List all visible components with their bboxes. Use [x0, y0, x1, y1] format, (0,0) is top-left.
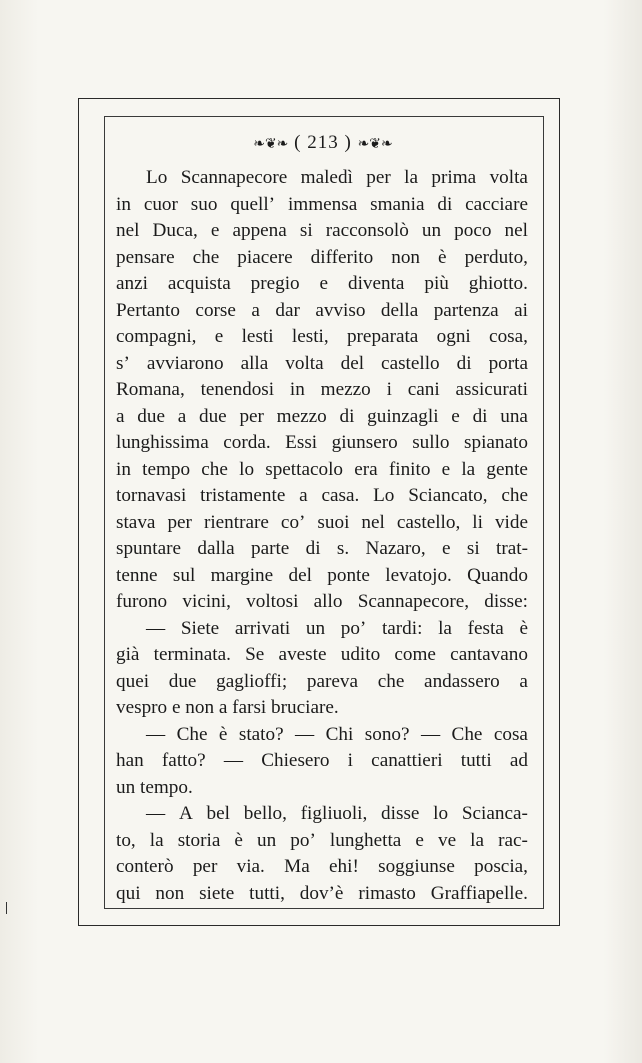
text-line: vespro e non a farsi bruciare.	[116, 697, 339, 718]
text-line: stava per rientrare co’ suoi nel castello, li vide	[116, 511, 528, 533]
text-line: un tempo.	[116, 776, 193, 798]
text-line: nel Duca, e appena si racconsolò un poco nel	[116, 220, 528, 241]
text-line: tenne sul margine del ponte levatojo. Quando	[116, 564, 528, 586]
text-line: s’ avviarono alla volta del castello di porta	[116, 352, 528, 374]
text-line: a due a due per mezzo di guinzagli e di una	[116, 405, 528, 427]
text-line: Romana, tenendosi in mezzo i cani assicurati	[116, 379, 528, 400]
text-line: — A bel bello, figliuoli, disse lo Scianca-	[146, 803, 528, 824]
text-line: — Siete arrivati un po’ tardi: la festa è	[146, 617, 528, 639]
text-line: furono vicini, voltosi allo Scannapecore, disse:	[116, 591, 528, 612]
text-line: — Che è stato? — Chi sono? — Che cosa	[146, 723, 528, 745]
body-text	[116, 165, 528, 907]
text-line: to, la storia è un po’ lunghetta e ve la rac-	[116, 829, 528, 851]
text-line: in tempo che lo spettacolo era finito e la gente	[116, 458, 528, 480]
margin-mark	[6, 902, 15, 914]
text-line: conterò per via. Ma ehi! soggiunse poscia,	[116, 856, 528, 877]
text-line: già terminata. Se aveste udito come cantavano	[116, 644, 528, 665]
text-line: qui non siete tutti, dov’è rimasto Graffiapelle.	[116, 882, 528, 904]
text-line: pensare che piacere differito non è perduto,	[116, 246, 528, 268]
ornament-left-icon: ❧❦❧	[253, 137, 289, 152]
text-line: in cuor suo quell’ immensa smania di cacciare	[116, 193, 528, 215]
text-line: spuntare dalla parte di s. Nazaro, e si trat-	[116, 538, 528, 559]
text-line: Pertanto corse a dar avviso della partenza ai	[116, 299, 528, 321]
text-line: tornavasi tristamente a casa. Lo Sciancato, che	[116, 485, 528, 506]
ornament-right-icon: ❧❦❧	[357, 137, 393, 152]
text-line: Lo Scannapecore maledì per la prima volta	[146, 167, 528, 188]
text-line: compagni, e lesti lesti, preparata ogni cosa,	[116, 326, 528, 347]
page-number: ( 213 )	[294, 132, 352, 153]
page-header	[104, 132, 542, 154]
text-line: han fatto? — Chiesero i canattieri tutti ad	[116, 750, 528, 771]
text-line: quei due gaglioffi; pareva che andassero a	[116, 670, 528, 692]
text-line: lunghissima corda. Essi giunsero sullo spianato	[116, 432, 528, 453]
text-line: anzi acquista pregio e diventa più ghiotto.	[116, 273, 528, 294]
